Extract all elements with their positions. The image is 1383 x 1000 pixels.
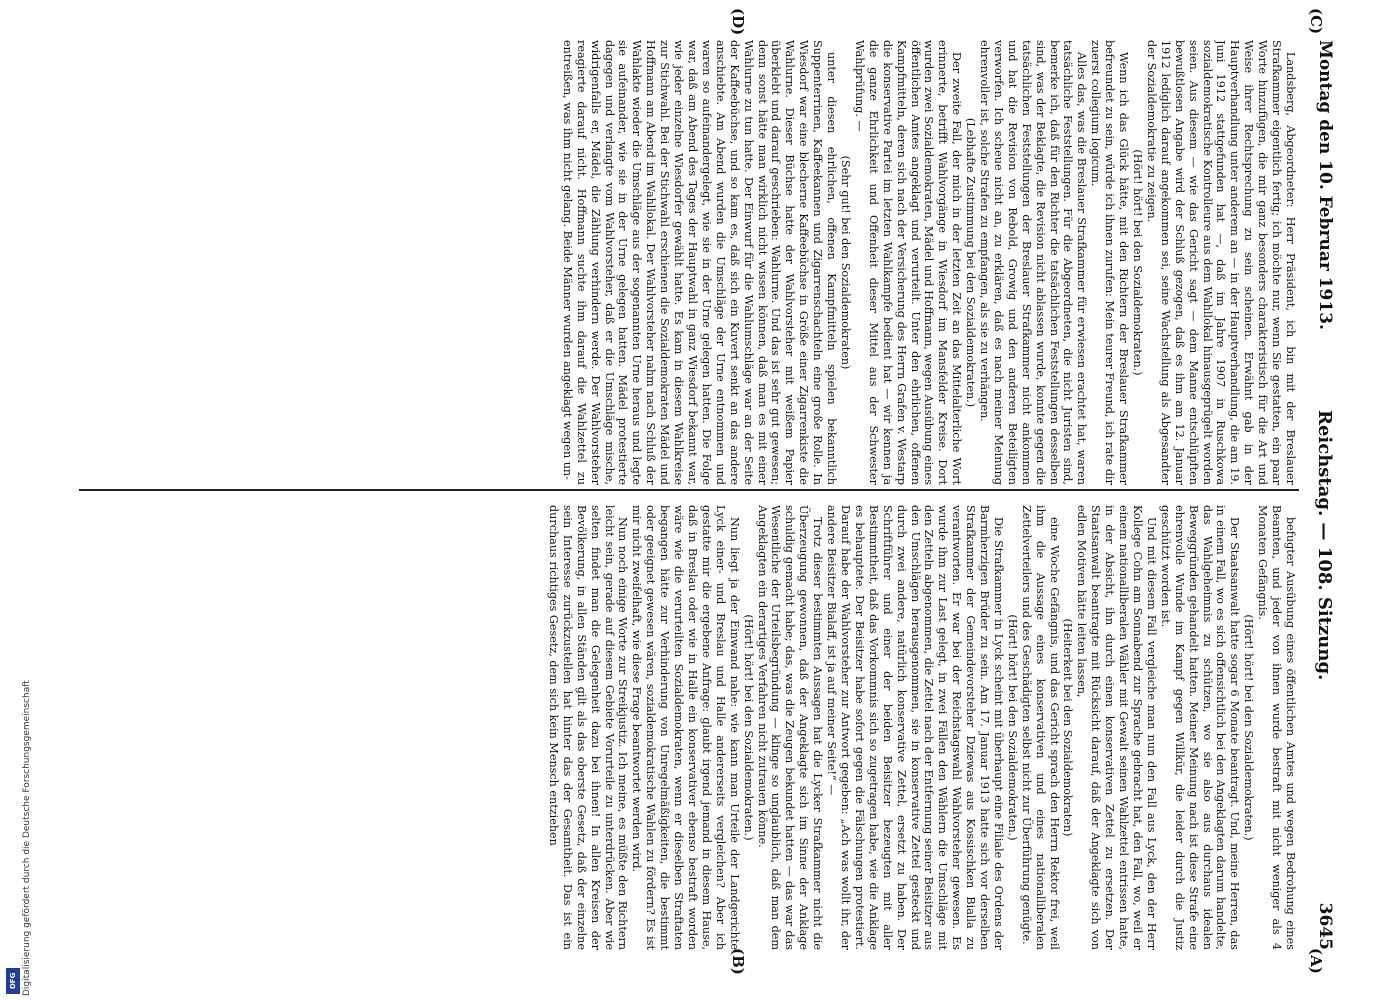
paragraph: Und mit diesem Fall vergleiche man nun den Fall aus Lyck, den der Herr Kollege Cohn am Sonnabend zur Sprache gebracht hat, den Fall, wo, weil er einem nationalliberalen Wähler mit Gewalt seinen Wahlzettel entrissen hatte, in der Absicht, ihn durch einen konservativen Zettel zu ersetzen. Der Staatsanwalt beantragte mit Rücksicht darauf, daß der Angeklagte sich von edlen Motiven hätte leiten lassen,: [1075, 505, 1158, 950]
paragraph: (Lebhafte Zustimmung bei den Sozialdemokraten.): [964, 117, 978, 408]
paragraph: eine Woche Gefängnis, und das Gericht sprach den Herrn Rektor frei, weil ihm die Aussage eines konservativen und eines nationalliberalen Zettelverteilers und des Geschädigten selbst nicht zur Überführung genügte.: [1019, 505, 1061, 950]
paragraph: unter diesen ehrlichen, offenen Kampfmitteln spielen bekanntlich Suppenterrinen, Kaffeekannen und Zigarrenschachteln eine große Rolle. In Wiesdorf war eine blecherne Kaffeebüchse in Größe einer Zigarrenkiste die Wahlurne. Dieser Büchse hatte der Wahlvorsteher mit weißem Papier überklebt und darauf geschrieben: Wahlurne. Und das ist sehr gut gewesen; denn sonst hätte man wirklich nicht wissen können, daß man es mit einer Wahlurne zu tun hatte. Der Einwurf für die Wahlumschläge war an der Seite der Kaffeebüchse, und so kam es, daß sich ein Kuvert senkt an das andere anschiebte. Am Abend wurden die Umschläge der Urne entnommen und waren so aufeinandergelegt, wie sie in der Urne gelegen hatten. Die Folge war, daß am Abend des Tages der Hauptwahl in ganz Wiesdorf bekannt war, wie jeder einzelne Wiesdorfer gewählt hatte. Es kam in diesem Wahlkreise zur Stichwahl. Bei der Stichwahl erschienen die Sozialdemokraten Mädel und Hoffmann am Abend im Wahllokal. Der Wahlvorsteher nahm nach Schluß der Wahlakte wieder die Umschläge aus der sogenannten Urne heraus und legte sie aufeinander, wie sie in der Urne gelegen hatten. Mädel protestierte dagegen und verlangte vom Wahlvorsteher, daß er die Umschläge mische, widrigenfalls er, Mädel, die Zählung verhindern werde. Der Wahlvorsteher reagierte darauf nicht. Hoffmann suchte ihm darauf die Wahlzettel zu entreißen, was ihm nicht gelang. Beide Männer wurden angeklagt wegen un-: [560, 40, 839, 485]
paragraph: (Heiterkeit bei den Sozialdemokraten): [1061, 618, 1075, 837]
margin-mark-c: (C): [1307, 8, 1325, 35]
right-text-column: [82, 505, 1297, 950]
paragraph: (Hört! hört! bei den Sozialdemokraten.): [1005, 614, 1019, 841]
paragraph: (Hört! hört! bei den Sozialdemokraten.): [1242, 614, 1256, 841]
paragraph: (Hört! hört! bei den Sozialdemokraten.): [1131, 149, 1145, 376]
margin-mark-a: (A): [1307, 948, 1325, 974]
margin-mark-d: (D): [729, 8, 747, 36]
digitization-credit: Digitalisierung gefördert durch die Deutsche Forschungsgemeinschaft: [22, 680, 32, 996]
margin-mark-b: (B): [729, 948, 747, 975]
left-text-column: [82, 40, 1297, 485]
paragraph: Der zweite Fall, der mich in der letzten Zeit an das Mittelalterliche Wort erinnerte, betrifft Wahlvorgänge in Wiesdorf im Mansfelder Kreise. Dort wurden zwei Sozialdemokraten, Mädel und Hoffmann, wegen Ausübung eines öffentlichen Amtes angeklagt und verurteilt. Unter den ehrlichen, offenen Kampfmitteln, deren sich nach der Versicherung des Herrn Grafen v. Westarp die konservative Partei im letzten Wahlkampfe bedient hat — wir kennen ja die ganze Ehrlichkeit und Offenheit dieser Mittel aus der Schwester Wahlprüfung. —: [852, 40, 964, 485]
running-header: [1305, 30, 1335, 960]
rotated-document-page: [70, 8, 1335, 975]
column-divider: [79, 489, 1299, 491]
paragraph: Alles das, was die Breslauer Strafkammer für erwiesen erachtet hat, waren tatsächliche Feststellungen. Für die Abgeordneten, die nicht Juristen sind, bemerke ich, daß für den Richter die tatsächlichen Feststellungen desselben sind, was der Beklagte, die Revision nicht ablassen wurde, konnte gegen die tatsächlichen Feststellungen der Breslauer Strafkammer nicht ankommen und hat die Revision von Rebold, Growig und den anderen Beteiligten verworfen. Ich scheue nicht an, zu erklären, daß es nach meiner Meinung ehrenvoller ist, solche Strafen zu empfangen, als sie zu verhängen.: [978, 40, 1089, 485]
paragraph: Nun noch einige Worte zur Streikjustiz. Ich meine, es müßte den Richtern leicht sein, gerade auf diesem Gebiete Vorurteile zu unterdrücken. Aber wie selten findet man die Gelegenheit dazu bei ihnen! In allen Kreisen der Bevölkerung, in allen Ständen gilt als das oberste Gesetz, daß der einzelne sein Interesse zurückzustellen hat hinter das der Gesamtheit. Das ist ein durchaus richtiges Gesetz, dem sich kein Mensch entziehen: [546, 505, 630, 950]
paragraph: Die Strafkammer in Lyck scheint mit überhaupt eine Filiale des Ordens der Barmherzigen Brüder zu sein. Am 17. Januar 1913 hatte sich vor derselben Strafkammer der Gemeindevorsteher Dziewas aus Kossischken Bialla zu verantworten. Er war bei der Reichstagswahl Wahlvorsteher gewesen. Es wurde ihm zur Last gelegt, in zwei Fällen den Wählern die Umschläge mit den Zetteln abgenommen, die Zettel nach der Entfernung seiner Beisitzer aus den Umschlägen herausgenommen, sie in konservative Zettel gesteckt und durch zwei andere, natürlich konservative Zettel, ersetzt zu haben. Der Schriftführer und einer der beiden Beisitzer bezeugten mit aller Bestimmtheit, daß das Vorkommnis sich so zugetragen habe, wie die Anklage es behauptete. Der Beisitzer habe sofort gegen die Fälschungen protestiert. Darauf habe der Wahlvorsteher zur Antwort gegeben: „Ach was wollt ihr, der andere Beisitzer Bialaff, ist ja auf meiner Seite!“ —: [825, 505, 1005, 950]
dfg-logo: DFG: [6, 968, 20, 994]
header-date: Montag den 10. Februar 1913.: [1315, 40, 1335, 330]
header-session: Reichstag. — 108. Sitzung.: [1314, 410, 1335, 681]
paragraph: befugter Ausübung eines öffentlichen Amtes und wegen Bedrohung eines Beamten, und jeder von ihnen wurde bestraft mit nicht weniger als 4 Monaten Gefängnis.: [1256, 505, 1297, 950]
paragraph: (Sehr gut! bei den Sozialdemokraten): [839, 155, 852, 370]
paragraph: (Hört! hört! bei den Sozialdemokraten.): [741, 614, 755, 841]
paragraph: Der Staatsanwalt hatte sogar 6 Monate beantragt. Und, meine Herren, das in einem Fall, wo es sich offensichtlich bei den Angeklagten darum handelte, das Wahlgeheimnis zu schützen, wo sie also aus durchaus idealen Beweggründen gehandelt hatten. Meiner Meinung nach ist diese Strafe eine ehrenvolle Wunde im Kampf gegen Willkür, die leider durch die Justiz geschützt worden ist.: [1158, 505, 1242, 950]
paragraph: Landsberg, Abgeordneter: Herr Präsident, ich bin mit der Breslauer Strafkammer eigentlich fertig; ich möchte nur, wenn Sie gestatten, ein paar Worte hinzufügen, die mir ganz besonders charakteristisch für die Art und Weise ihrer Rechtsprechung zu sein scheinen. Erwähnt gab in der Hauptverhandlung unter anderem an — in der Hauptverhandlung, die am 19. Juni 1912 stattgefunden hat —, daß im Jahre 1907 in Ruschkowa sozialdemokratische Kontrolleure aus dem Wahllokal hinausgeprügelt worden seien. Aus diesem — wie das Gericht sagt — dem Manne entschlüpften bewußtlosen Angabe wird der Schluß gezogen, daß es ihm am 12. Januar 1912 lediglich darauf angekommen sei, seine Wachstellung als Abgesandter der Sozialdemokratie zu zeigen.: [1144, 40, 1297, 485]
paragraph: Wenn ich das Glück hätte, mit den Richtern der Breslauer Strafkammer befreundet zu sein, würde ich ihnen zurufen: Mein teurer Freund, ich rate dir zuerst collegium logicum.: [1089, 40, 1131, 485]
page-number: 3645: [1315, 902, 1335, 950]
paragraph: Trotz dieser bestimmten Aussagen hat die Lycker Strafkammer nicht die Überzeugung gewonnen, daß der Angeklagte sich im Sinne der Anklage schuldig gemacht habe; das, was die Zeugen bekundet hatten — das war das Wesentliche der Urteilsbegründung — klinge so unglaublich, daß man dem Angeklagten ein derartiges Verfahren nicht zutrauen könne.: [755, 505, 825, 950]
paragraph: Nun liegt ja der Einwand nahe: wie kann man Urteile der Landgerichte Lyck einer- und Breslau und Halle andererseits vergleichen? Aber ich gestatte mir die ergebene Anfrage: glaubt irgend jemand in diesem Hause, daß in Breslau oder wie in Halle ein konservativer ebenso bestraft worden wäre wie die verurteilten Sozialdemokraten, wenn er dieselben Straftaten begangen hätte zur Verhinderung von Unregelmäßigkeiten, die bestimmt oder geeignet gewesen wären, sozialdemokratische Wahlen zu fördern? Es ist mir nicht zweifelhaft, wie diese Frage beantwortet werden wird.: [630, 505, 741, 950]
